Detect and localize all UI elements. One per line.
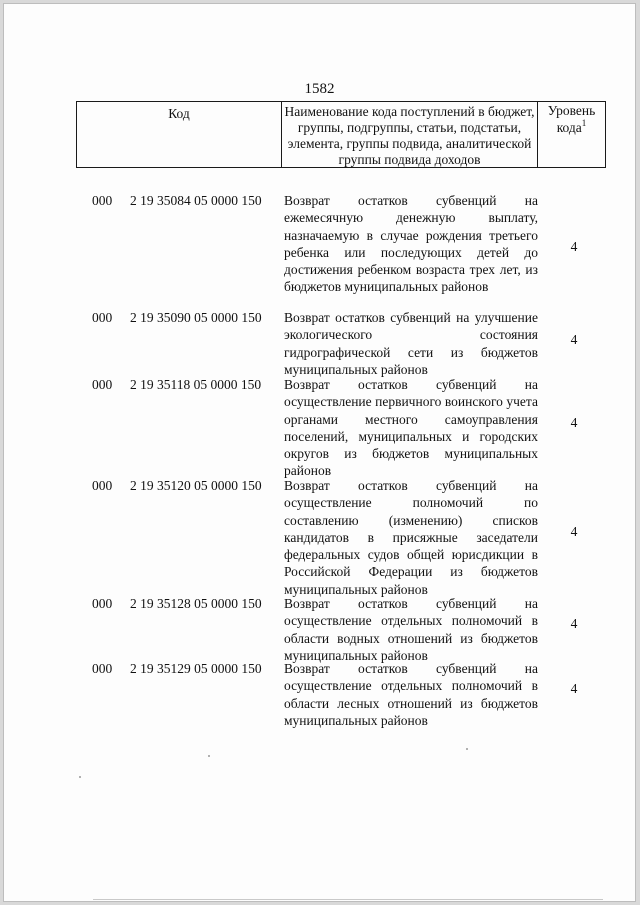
income-description: Возврат остатков субвенций на осуществление отдельных полномочий в области лесных отношений из бюджетов муниципальных районов [284, 661, 538, 728]
document-page [3, 3, 636, 902]
admin-code: 000 [92, 310, 113, 325]
income-code: 2 19 35090 05 0000 150 [130, 310, 262, 325]
income-code: 2 19 35129 05 0000 150 [130, 661, 262, 676]
page-number: 1582 [304, 81, 335, 97]
admin-code: 000 [92, 377, 113, 392]
scan-speck [208, 755, 210, 757]
income-description: Возврат остатков субвенций на улучшение экологического состояния гидрографической сети из бюджетов муниципальных районов [284, 310, 538, 377]
header-name-cell [282, 102, 538, 167]
header-level-cell [538, 102, 605, 167]
income-description: Возврат остатков субвенций на осуществление первичного воинского учета органами местного самоуправления поселений, муниципальных и городских округов из бюджетов муниципальных районов [284, 377, 538, 479]
header-code-cell [77, 102, 282, 167]
income-code: 2 19 35118 05 0000 150 [130, 377, 262, 392]
income-code: 2 19 35128 05 0000 150 [130, 596, 262, 611]
header-level-footnote: 1 [581, 118, 587, 128]
admin-code: 000 [92, 596, 113, 611]
code-level: 4 [570, 239, 578, 254]
admin-code: 000 [92, 661, 113, 676]
table-header [76, 101, 606, 168]
header-level-label: Уровень кода [547, 103, 596, 135]
income-code: 2 19 35084 05 0000 150 [130, 193, 262, 208]
admin-code: 000 [92, 193, 113, 208]
code-level: 4 [570, 415, 578, 430]
header-code-label: Код [168, 106, 190, 121]
header-name-label: Наименование кода поступлений в бюджет, группы, подгруппы, статьи, подстатьи, элемента, группы подвида, аналитической группы подвида доходов [284, 104, 535, 167]
income-description: Возврат остатков субвенций на осуществление отдельных полномочий в области водных отношений из бюджетов муниципальных районов [284, 596, 538, 663]
code-level: 4 [570, 681, 578, 696]
income-code: 2 19 35120 05 0000 150 [130, 478, 262, 493]
income-description: Возврат остатков субвенций на осуществление полномочий по составлению (изменению) списков кандидатов в присяжные заседатели федеральных судов общей юрисдикции в Российской Федерации из бюджетов муниципальных районов [284, 478, 538, 597]
code-level: 4 [570, 524, 578, 539]
scan-speck [466, 748, 468, 750]
code-level: 4 [570, 332, 578, 347]
scan-speck [79, 776, 81, 778]
code-level: 4 [570, 616, 578, 631]
income-description: Возврат остатков субвенций на ежемесячную денежную выплату, назначаемую в случае рождения третьего ребенка или последующих детей до достижения ребенком возраста трех лет, из бюджетов муниципальных районов [284, 193, 538, 295]
admin-code: 000 [92, 478, 113, 493]
scan-edge-line [93, 899, 603, 900]
